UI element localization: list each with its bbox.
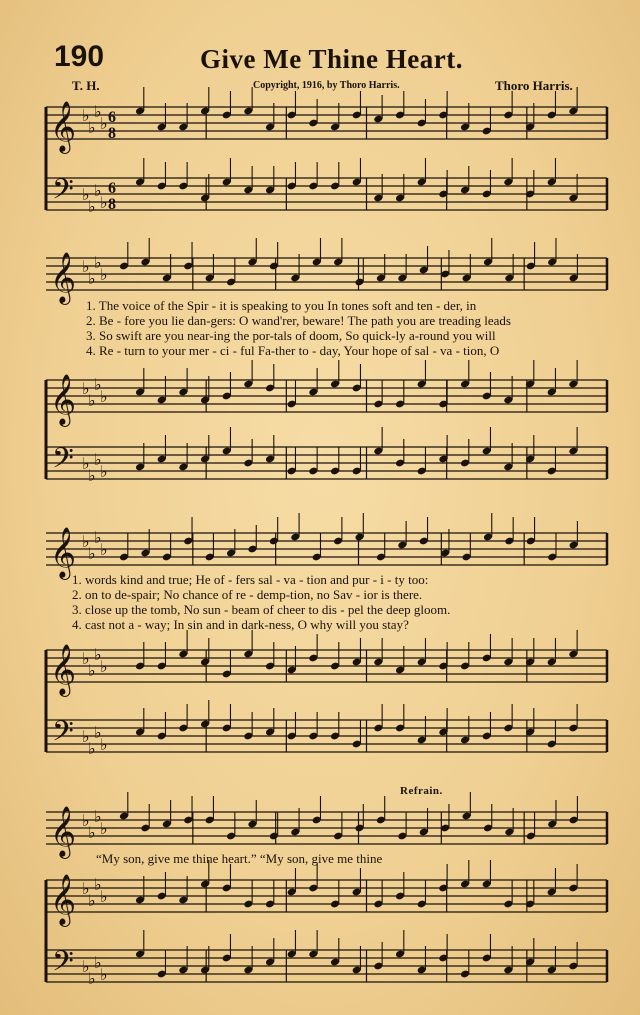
flat-sign-icon: ♭ xyxy=(100,114,108,133)
bass-clef-icon: 𝄢 xyxy=(52,715,74,755)
bass-clef-icon: 𝄢 xyxy=(52,945,74,985)
bass-clef-icon: 𝄢 xyxy=(52,442,74,482)
flat-sign-icon: ♭ xyxy=(94,253,102,272)
lyric-line-s3-v3: 3. close up the tomb, No sun - beam of cheer to dis - pel the deep gloom. xyxy=(72,602,451,617)
flat-sign-icon: ♭ xyxy=(82,727,90,746)
flat-sign-icon: ♭ xyxy=(82,649,90,668)
flat-sign-icon: ♭ xyxy=(100,540,108,559)
flat-sign-icon: ♭ xyxy=(94,375,102,394)
treble-clef-icon: 𝄞 xyxy=(50,101,77,152)
lyric-line-s2-v4: 4. Re - turn to your mer - ci - ful Fa-ther to - day, Your hope of sal - va - tion, O xyxy=(86,343,500,358)
lyric-line-s2-v3: 3. So swift are you near-ing the por-tals of doom, So quick-ly a-round you will xyxy=(86,328,496,343)
treble-clef-icon: 𝄞 xyxy=(50,527,77,578)
treble-clef-icon: 𝄞 xyxy=(50,374,77,425)
flat-sign-icon: ♭ xyxy=(88,891,96,910)
flat-sign-icon: ♭ xyxy=(82,106,90,125)
flat-sign-icon: ♭ xyxy=(94,450,102,469)
treble-clef-icon: 𝄞 xyxy=(50,874,77,925)
flat-sign-icon: ♭ xyxy=(82,811,90,830)
time-signature-bottom: 8 xyxy=(108,196,116,213)
flat-sign-icon: ♭ xyxy=(82,957,90,976)
lyricist-initials: T. H. xyxy=(72,78,100,93)
flat-sign-icon: ♭ xyxy=(88,823,96,842)
flat-sign-icon: ♭ xyxy=(88,739,96,758)
flat-sign-icon: ♭ xyxy=(100,265,108,284)
copyright-notice: Copyright, 1916, by Thoro Harris. xyxy=(253,80,400,91)
lyric-line-s3-v1: 1. words kind and true; He of - fers sal - va - tion and pur - i - ty too: xyxy=(72,572,429,587)
flat-sign-icon: ♭ xyxy=(88,969,96,988)
flat-sign-icon: ♭ xyxy=(88,391,96,410)
flat-sign-icon: ♭ xyxy=(94,953,102,972)
flat-sign-icon: ♭ xyxy=(100,819,108,838)
lyric-line-s3-v2: 2. on to de-spair; No chance of re - demp-tion, no Sav - ior is there. xyxy=(72,587,423,602)
composer-credit: Thoro Harris. xyxy=(495,78,573,93)
flat-sign-icon: ♭ xyxy=(100,887,108,906)
flat-sign-icon: ♭ xyxy=(100,387,108,406)
treble-clef-icon: 𝄞 xyxy=(50,806,77,857)
flat-sign-icon: ♭ xyxy=(100,965,108,984)
flat-sign-icon: ♭ xyxy=(82,532,90,551)
flat-sign-icon: ♭ xyxy=(94,723,102,742)
flat-sign-icon: ♭ xyxy=(100,462,108,481)
flat-sign-icon: ♭ xyxy=(88,544,96,563)
refrain-label: Refrain. xyxy=(400,785,443,797)
flat-sign-icon: ♭ xyxy=(94,102,102,121)
flat-sign-icon: ♭ xyxy=(88,197,96,216)
lyric-line-s3-v4: 4. cast not a - way; In sin and in dark-ness, O why will you stay? xyxy=(72,617,409,632)
flat-sign-icon: ♭ xyxy=(94,807,102,826)
flat-sign-icon: ♭ xyxy=(100,193,108,212)
flat-sign-icon: ♭ xyxy=(100,735,108,754)
bass-clef-icon: 𝄢 xyxy=(52,173,74,213)
hymn-number: 190 xyxy=(54,40,105,73)
flat-sign-icon: ♭ xyxy=(94,528,102,547)
flat-sign-icon: ♭ xyxy=(94,875,102,894)
flat-sign-icon: ♭ xyxy=(82,454,90,473)
flat-sign-icon: ♭ xyxy=(94,181,102,200)
flat-sign-icon: ♭ xyxy=(100,657,108,676)
treble-clef-icon: 𝄞 xyxy=(50,252,77,303)
flat-sign-icon: ♭ xyxy=(88,661,96,680)
lyric-line-s2-v2: 2. Be - fore you lie dan-gers: O wand'rer, beware! The path you are treading leads xyxy=(86,313,511,328)
flat-sign-icon: ♭ xyxy=(82,879,90,898)
flat-sign-icon: ♭ xyxy=(88,269,96,288)
flat-sign-icon: ♭ xyxy=(94,645,102,664)
flat-sign-icon: ♭ xyxy=(82,379,90,398)
flat-sign-icon: ♭ xyxy=(82,185,90,204)
flat-sign-icon: ♭ xyxy=(88,118,96,137)
time-signature-top: 6 xyxy=(108,109,116,126)
hymn-title: Give Me Thine Heart. xyxy=(200,44,463,74)
flat-sign-icon: ♭ xyxy=(88,466,96,485)
time-signature-top: 6 xyxy=(108,180,116,197)
time-signature-bottom: 8 xyxy=(108,125,116,142)
treble-clef-icon: 𝄞 xyxy=(50,644,77,695)
lyric-line-s2-v1: 1. The voice of the Spir - it is speaking to you In tones soft and ten - der, in xyxy=(86,298,477,313)
lyric-line-refrain: “My son, give me thine heart.” “My son, give me thine xyxy=(96,851,383,866)
flat-sign-icon: ♭ xyxy=(82,257,90,276)
